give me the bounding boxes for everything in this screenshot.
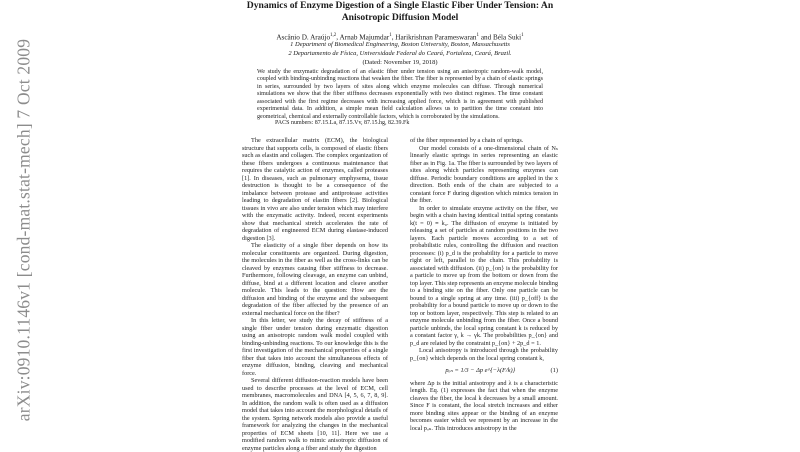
paragraph: where Δp is the initial anisotropy and λ is a characteristic length. Eq. (1) expresses the fact that when the enzyme cleaves the fiber, the local k decreases by a small amount. Since F is constant, the local stretch increases and either more binding sites appear or the binding of an enzyme becomes easier which we represent by an increase in the local pₒₙ. This introduces anisotropy in the xyxy=(410,379,558,432)
affiliation-2: 2 Departamento de Física, Universidade Federal do Ceará, Fortaleza, Ceará, Brazil. xyxy=(288,50,512,57)
abstract: We study the enzymatic degradation of an elastic fiber under tension using an anisotropic random-walk model, coupled with binding-unbinding reactions that weaken the fiber. The fiber is represented by a chain of elastic springs in series, surrounded by two layers of sites along which enzyme molecules can diffuse. Through numerical simulations we show that the fiber stiffness decreases exponentially with two distinct regimes. The time constant associated with the first regime decreases with increasing applied force, which is in agreement with published experimental data. In addition, a simple mean field calculation allows us to partition the time constant into geometrical, chemical and externally controllable factors, which is corroborated by the simulations. xyxy=(257,69,543,120)
paragraph: In this letter, we study the decay of stiffness of a single fiber under tension during enzymatic digestion using an anisotropic random walk model coupled with binding-unbinding reactions. To our knowledge this is the first investigation of the mechanical properties of a single fiber that takes into account the simultaneous effects of enzyme diffusion, binding, cleaving and mechanical force. xyxy=(242,317,388,377)
author-2-affil: 1 xyxy=(389,33,392,38)
right-column xyxy=(410,137,558,432)
author-4: and Béla Suki xyxy=(479,33,522,42)
paragraph: The extracellular matrix (ECM), the biological structure that supports cells, is composed of elastic fibers such as elastin and collagen. The complex organization of these fibers undergoes a continuous maintenance that requires the catalytic action of enzymes, called proteases [1]. In diseases, such as pulmonary emphysema, tissue destruction is thought to be a consequence of the imbalance between protease and antiprotease activities leading to degradation of elastin fibers [2]. Biological tissues in vivo are also under tension which may interfere with the enzymatic activity. Indeed, recent experiments show that mechanical stretch accelerates the rate of degradation of engineered ECM during elastase-induced digestion [3]. xyxy=(242,137,388,242)
paragraph: Local anisotropy is introduced through the probability p_{on} which depends on the local spring constant k, xyxy=(410,347,558,362)
paragraph: In order to simulate enzyme activity on the fiber, we begin with a chain having identical initial spring constants k(t = 0) ≡ k₀. The diffusion of enzyme is initiated by releasing a set of particles at random positions in the two layers. Each particle moves according to a set of probabilistic rules, controlling the diffusion and reaction processes: (i) p_d is the probability for a particle to move right or left, parallel to the chain. This probability is associated with diffusion. (ii) p_{on} is the probability for a particle to move up from the bottom or down from the top layer. This step represents an enzyme molecule binding to a binding site on the fiber. Only one particle can be bound to a single spring at any time. (iii) p_{off} is the probability for a bound particle to move up or down to the top or bottom layer, respectively. This step is related to an enzyme molecule unbinding from the fiber. Once a bound particle unbinds, the local spring constant k is reduced by a constant factor γ, k → γk. The probabilities p_{on} and p_d are related by the constraint p_{on} + 2p_d = 1. xyxy=(410,204,558,347)
equation-number: (1) xyxy=(550,367,558,374)
author-3-affil: 1 xyxy=(476,33,480,38)
affiliations xyxy=(200,40,600,67)
left-column xyxy=(242,137,388,452)
author-2: , Arnab Majumdar xyxy=(336,33,390,42)
equation-1 xyxy=(410,367,558,375)
paragraph: Our model consists of a one-dimensional chain of Nₛ linearly elastic springs in series representing an elastic fiber as in Fig. 1a. The fiber is surrounded by two layers of sites along which particles representing enzymes can diffuse. Periodic boundary conditions are applied in the x direction. Both ends of the chain are subjected to a constant force F during digestion which mimics tension in the fiber. xyxy=(410,144,558,204)
paragraph: The elasticity of a single fiber depends on how its molecular constituents are organized. During digestion, the molecules in the fiber as well as the cross-links can be cleaved by enzymes causing fiber stiffness to decrease. Furthermore, following cleavage, an enzyme can unbind, diffuse, bind at a different location and cleave another molecule. This leads to the question: How are the diffusion and binding of the enzyme and the subsequent degradation of the fiber affected by the presence of an external mechanical force on the fiber? xyxy=(242,242,388,317)
author-1: Ascânio D. Araújo xyxy=(276,33,331,42)
paper-title xyxy=(210,0,590,24)
title-line-2: Anisotropic Diffusion Model xyxy=(341,12,459,23)
arxiv-identifier: arXiv:0910.1146v1 [cond-mat.stat-mech] 7 Oct 2009 xyxy=(13,38,34,422)
paragraph-continuation: of the fiber represented by a chain of springs. xyxy=(410,137,524,144)
paragraph: Several different diffusion-reaction models have been used to describe processes at the level of ECM, cell membranes, macromolecules and DNA [4, 5, 6, 7, 8, 9]. In addition, the random walk is often used as a diffusion model that takes into account the morphological details of the system. Spring network models also provide a useful framework for analyzing the changes in the mechanical properties of ECM sheets [10, 11]. Here we use a modified random walk to mimic anisotropic diffusion of enzyme particles along a fiber and study the digestion xyxy=(242,377,388,452)
title-line-1: Dynamics of Enzyme Digestion of a Single Elastic Fiber Under Tension: An xyxy=(246,0,554,11)
author-4-affil: 1 xyxy=(521,33,524,38)
affiliation-1: 1 Department of Biomedical Engineering, Boston University, Boston, Massachusetts xyxy=(290,41,510,48)
dated: (Dated: November 19, 2018) xyxy=(362,59,438,66)
arxiv-stamp xyxy=(2,10,46,450)
author-3: , Harikrishnan Parameswaran xyxy=(391,33,477,42)
pacs-numbers: PACS numbers: 87.15.La, 87.15.Vv, 87.15.hg, 82.39.Fk xyxy=(275,120,410,126)
equation-body: pₒₙ = 1/3 − Δp e^{−λ(F/k)} xyxy=(445,367,516,374)
author-1-affil: 1,2 xyxy=(330,33,337,38)
